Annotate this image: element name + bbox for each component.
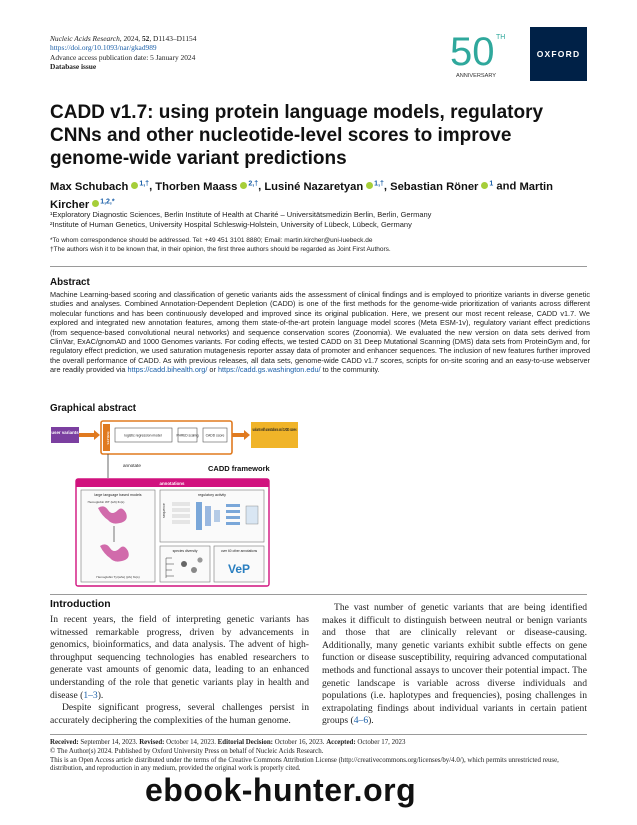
author[interactable]: Martin Kircher $^{1,2,*}$ [50, 180, 553, 212]
author-list: Max Schubach $^{1,\dagger}$, Thorben Maass $^{2,\dagger}$, Lusiné Nazaretyan $^{1,\dagger}$, Sebastian Röner $^1$ and Martin Kircher $^{1,2,*}$ [50, 180, 553, 212]
anniversary-sup: TH [496, 34, 506, 41]
joint-first-note: †The authors wish it to be known that, in their opinion, the first three authors should be regarded as Joint First Authors. [50, 245, 391, 253]
divider [50, 734, 587, 735]
paragraph: In recent years, the field of interpreting genetic variants has witnessed remarkable progress, driven by advancements in genomics, bioinformatics, and data analysis. The advent of high-throughput sequencing technologies has enabled researchers to generate vast amounts of genomic data, leading to an enhanced understanding of the role that genetic variants play in health and disease (1–3). [50, 614, 309, 701]
anniversary-logo [442, 27, 526, 81]
phred-label: PHRED scaling [176, 433, 199, 438]
other-scores-label: over 60 other annotations [220, 549, 258, 553]
species-label: species diversity [172, 549, 198, 553]
output-label: variants with annotations and CADD scores [252, 427, 297, 432]
user-variants-label: user variants [51, 430, 79, 435]
orcid-icon [131, 182, 138, 189]
article-footer [50, 739, 590, 774]
annotations-label: annotations [159, 481, 185, 486]
doi-link[interactable]: https://doi.org/10.1093/nar/gkad989 [50, 43, 157, 53]
intro-left-column [50, 614, 309, 727]
journal-meta: Nucleic Acids Research, 2024, 52, D1143–D1154 https://doi.org/10.1093/nar/gkad989 Advance access publication date: 5 January 2024 Database issue [50, 34, 197, 72]
oxford-logo: OXFORD [530, 27, 587, 81]
anniversary-number: 50 [450, 30, 495, 74]
paragraph: The vast number of genetic variants that are being identified makes it difficult to distinguish between neutral or benign variants and those that are clinically relevant or disease-causing. Additionally, many genetic variants exhibit subtle effects on gene function or disease susceptibility, requiring advanced computational methods and functional assays to uncover their potential impact. The genetic landscape is variable across diverse individuals and populations (i.e. haplotypes and frequencies), posing challenges in extrapolating findings about individual variants in certain patient groups (4–6). [322, 602, 587, 727]
features-label: features [106, 431, 110, 445]
orcid-icon [240, 182, 247, 189]
annotate-label: annotate [123, 463, 141, 468]
author[interactable]: Lusiné Nazaretyan $^{1,\dagger}$ [264, 180, 384, 193]
regulatory-label: regulatory activity [198, 493, 226, 497]
watermark: ebook-hunter.org [145, 772, 417, 808]
introduction-heading: Introduction [50, 599, 111, 610]
arrow-icon [79, 430, 100, 440]
author[interactable]: Sebastian Röner $^1$ [390, 180, 494, 193]
affiliation: ²Institute of Human Genetics, University Hospital Schleswig-Holstein, University of Lübeck, Lübeck, Germany [50, 220, 412, 229]
abstract-text: Machine Learning-based scoring and classification of genetic variants aids the assessment of clinical findings and is employed to prioritize variants in diverse genetic studies and analyses. Combined Annotation-Dependent Depletion (CADD) is one of the first methods for the genome-wide prioritization of variants across different molecular functions and has been continuously developed and improved since its original publication. Here, we present our most recent release, CADD v1.7. We explored and integrated new annotation features, among them state-of-the-art protein language model scores (Meta ESM-1v), regulatory variant effect predictions (from sequence-based convolutional neural networks) and sequence conservation scores (Zoonomia). We evaluated the new version on data sets derived from ClinVar, ExAC/gnomAD and 1000 Genomes variants. For coding effects, we tested CADD on 31 Deep Mutational Scanning (DMS) data sets from ProteinGym and, for regulatory effect prediction, we used saturation mutagenesis reporter assay data of promoter and enhancer sequences. The inclusion of new features further improved the overall performance of CADD. As with previous releases, all data sets, genome-wide CADD v1.7 scores, scripts for on-site scoring and an easy-to-use webserver are readily provided via https://cadd.bihealth.org/ or https://cadd.gs.washington.edu/ to the community. [50, 290, 590, 375]
journal-name: Nucleic Acids Research [50, 34, 120, 43]
abstract-heading: Abstract [50, 277, 90, 288]
cadd-bihealth-link[interactable]: https://cadd.bihealth.org/ [127, 365, 208, 375]
orcid-icon [481, 182, 488, 189]
author[interactable]: Max Schubach $^{1,\dagger}$ [50, 180, 150, 193]
hemoglobin-mut-label: Hemoglobin Tyr(ahs) (pfx) fix(s) [96, 575, 140, 579]
logreg-label: logistic regression model [124, 433, 162, 438]
paragraph: Despite significant progress, several challenges persist in accurately deciphering the complexities of the human genome. [50, 702, 309, 726]
vep-logo: VeP [228, 562, 251, 576]
cadd-score-label: CADD score [205, 433, 225, 438]
volume: 52 [141, 34, 150, 43]
cadd-washington-link[interactable]: https://cadd.gs.washington.edu/ [217, 365, 321, 375]
correspondence-notes [50, 237, 590, 254]
article-title: CADD v1.7: using protein language models, regulatory CNNs and other nucleotide-level scores to improve genome-wide variant predictions [50, 102, 544, 169]
hemoglobin-wt-label: Hemoglobin WT (left) fix(s) [87, 500, 125, 504]
license: This is an Open Access article distributed under the terms of the Creative Commons Attribution License (http://creativecommons.org/licenses/by/4.0/), which permits unrestricted reuse, distribution, and reproduction in any medium, provided the original work is properly cited. [50, 756, 559, 773]
anniversary-text: ANNIVERSARY [456, 73, 496, 79]
affiliations [50, 210, 590, 230]
sequence-label: sequence [162, 503, 166, 518]
copyright: © The Author(s) 2024. Published by Oxford University Press on behalf of Nucleic Acids Research. [50, 747, 324, 755]
graphical-abstract-figure [48, 418, 318, 588]
divider [50, 266, 587, 267]
framework-label: CADD framework [208, 464, 270, 473]
divider [50, 594, 587, 595]
output-box [251, 422, 298, 448]
issue-type: Database issue [50, 62, 97, 72]
orcid-icon [366, 182, 373, 189]
intro-right-column [322, 602, 587, 728]
affiliation: ¹Exploratory Diagnostic Sciences, Berlin Institute of Health at Charité – Universitätsmedizin Berlin, Berlin, Germany [50, 210, 432, 219]
correspondence: *To whom correspondence should be addressed. Tel: +49 451 3101 8880; Email: martin.kircher@uni-luebeck.de [50, 237, 373, 244]
history-dates: Received: September 14, 2023. Revised: October 14, 2023. Editorial Decision: October 16, 2023. Accepted: October 17, 2023 [50, 739, 406, 746]
author[interactable]: Thorben Maass $^{2,\dagger}$ [155, 180, 259, 193]
arrow-icon [232, 430, 250, 440]
graphical-abstract-heading: Graphical abstract [50, 403, 137, 414]
orcid-icon [92, 200, 99, 207]
advance-access: Advance access publication date: 5 January 2024 [50, 52, 196, 62]
citation-link[interactable]: 4–6 [353, 715, 369, 727]
citation-link[interactable]: 1–3 [83, 689, 98, 701]
llm-label: large language based models [94, 493, 142, 497]
